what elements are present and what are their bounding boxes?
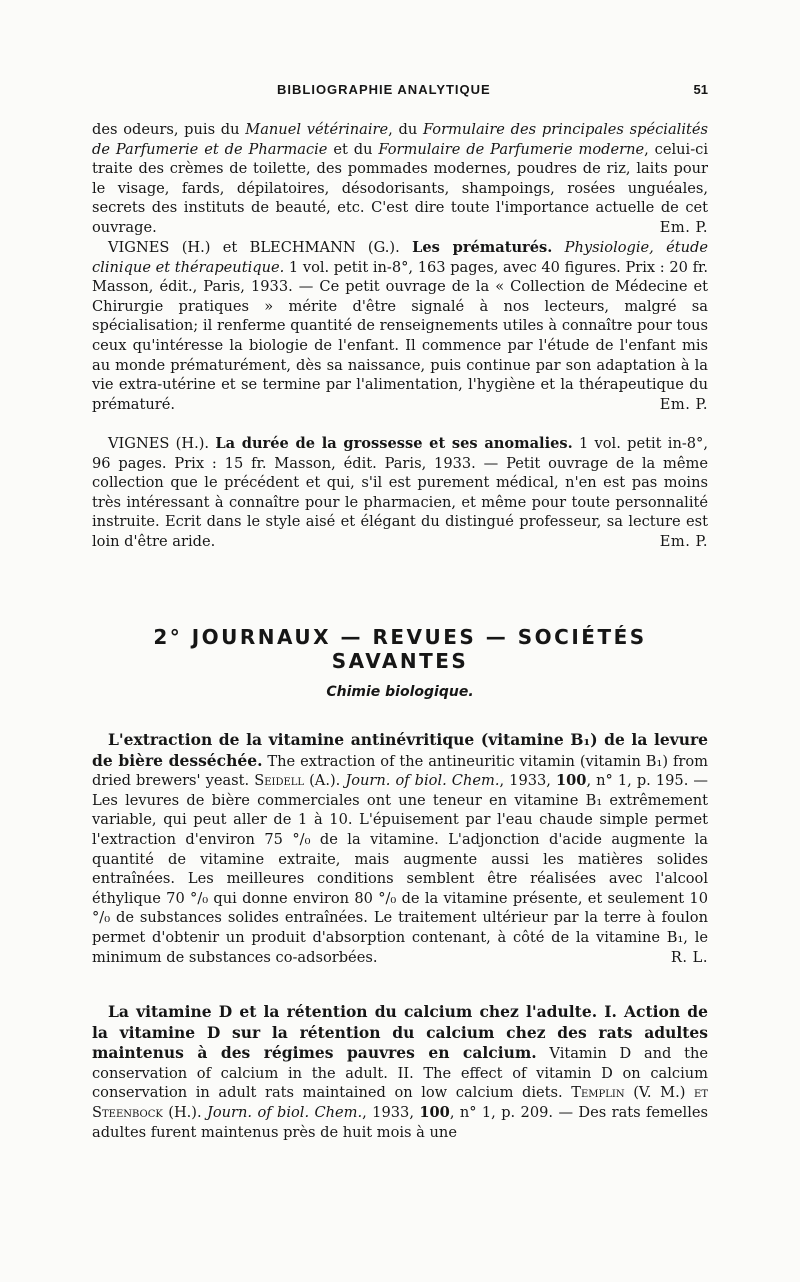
page-header xyxy=(92,82,708,104)
review-body: 1 vol. petit in-8°, 96 pages. Prix : 15 fr. Masson, édit. Paris, 1933. — Petit ouvrage de la même collection que le précédent et qui, s'il est purement médical, n'en est pas moins très intéressant à connaître pour le pharmacien, et même pour toute personnalité instruite. Ecrit dans le style aisé et élégant du distingué professeur, sa lecture est loin d'être aride. xyxy=(92,435,708,550)
section-heading: 2° JOURNAUX — REVUES — SOCIÉTÉS SAVANTES xyxy=(153,625,647,673)
running-title: BIBLIOGRAPHIE ANALYTIQUE xyxy=(277,82,491,97)
review-grossesse xyxy=(92,434,708,552)
article-title: La vitamine D et la rétention du calcium chez l'adulte. I. Action de la vitamine D sur la rétention du calcium chez des rats adultes maintenus à des régimes pauvres en calcium. xyxy=(92,1002,708,1063)
article-vitamin-b1: L'extraction de la vitamine antinévritique (vitamine B₁) de la levure de bière desséchée. The extraction of the antineuritic vitamin (vitamin B₁) from dried brewers' yeast. Seidell (A.). Journ. of biol. Chem., 1933, 100, n° 1, p. 195. — Les levures de bière commerciales ont une teneur en vitamine B₁ extrêmement variable, qui peut aller de 1 à 10. L'épuisement par l'eau chaude simple permet l'extraction d'environ 75 °/₀ de la vitamine. L'adjonction d'acide augmente la quantité de vitamine extraite, mais augmente aussi les matières solides entraînées. Les meilleures conditions semblent être réalisées avec l'alcool éthylique 70 °/₀ qui donne environ 80 °/₀ de la vitamine présente, et seulement 10 °/₀ de substances solides entraînées. Le traitement ultérieur par la terre à foulon permet d'obtenir un produit d'absorption contenant, à côté de la vitamine B₁, le minimum de substances co-adsorbées. R. L. xyxy=(92,730,708,966)
article-authors: Seidell (A.). xyxy=(254,772,341,790)
review-body: 1 vol. petit in-8°, 163 pages, avec 40 figures. Prix : 20 fr. Masson, édit., Paris, 1933. — Ce petit ouvrage de la « Collection de Médecine et Chirurgie pratiques » mérite d'être signalé à nos lecteurs, malgré sa spécialisation; il renferme quantité de renseignements utiles à connaître pour tous ceux qu'intéresse la biologie de l'enfant. Il commence par l'étude de l'enfant mis au monde prématurément, dès sa naissance, puis continue par son adaptation à la vie extra-utérine et se termine par l'alimentation, l'hygiène et la thérapeutique du prématuré. xyxy=(92,258,708,413)
article-volume: 100 xyxy=(555,772,587,790)
signature: Em. P. xyxy=(659,395,708,413)
signature: Em. P. xyxy=(659,532,708,550)
section-subheading: Chimie biologique. xyxy=(326,684,474,700)
article-journal: Journ. of biol. Chem. xyxy=(340,772,500,790)
signature: R. L. xyxy=(670,948,708,966)
article-authors: Templin (V. M.) et Steenbock (H.). xyxy=(92,1084,708,1121)
signature: Em. P. xyxy=(659,218,708,236)
article-english-title: The extraction of the antineuritic vitamin (vitamin B₁) from dried brewers' yeast. xyxy=(92,752,708,790)
article-body: — Des rats femelles adultes furent maintenus près de huit mois à une xyxy=(92,1103,708,1141)
article-vitamin-d: La vitamine D et la rétention du calcium chez l'adulte. I. Action de la vitamine D sur la rétention du calcium chez des rats adultes maintenus à des régimes pauvres en calcium. Vitamin D and the conservation of calcium in the adult. II. The effect of vitamin D on calcium conservation in adult rats maintained on low calcium diets. Templin (V. M.) et Steenbock (H.). Journ. of biol. Chem., 1933, 100, n° 1, p. 209. — Des rats femelles adultes furent maintenus près de huit mois à une xyxy=(92,1002,708,1141)
review-authors: VIGNES (H.). xyxy=(108,435,210,452)
article-volume: 100 xyxy=(419,1103,450,1121)
page-number: 51 xyxy=(693,82,708,97)
review-authors: VIGNES (H.) et BLECHMANN (G.). xyxy=(108,239,400,256)
article-body: — Les levures de bière commerciales ont une teneur en vitamine B₁ extrêmement variable, qui peut aller de 1 à 10. L'épuisement par l'eau chaude simple permet l'extraction d'environ 75 °/₀ de la vitamine. L'adjonction d'acide augmente la quantité de vitamine extraite, mais augmente aussi les matières solides entraînées. Les meilleures conditions semblent être réalisées avec l'alcool éthylique 70 °/₀ qui donne environ 80 °/₀ de la vitamine présente, et seulement 10 °/₀ de substances solides entraînées. Le traitement ultérieur par la terre à foulon permet d'obtenir un produit d'absorption contenant, à côté de la vitamine B₁, le minimum de substances co-adsorbées. xyxy=(92,772,708,966)
review-subtitle: Physiologie, étude clinique et thérapeutique. xyxy=(92,239,709,276)
intro-paragraph: des odeurs, puis du Manuel vétérinaire, du Formulaire des principales spécialités de Parfumerie et de Pharmacie et du Formulaire de Parfumerie moderne, celui-ci traite des crèmes de toilette, des pommades modernes, poudres de riz, laits pour le visage, fards, dépilatoires, désodorisants, shampoings, rosées unguéales, secrets des instituts de beauté, etc. C'est dire toute l'importance actuelle de cet ouvrage. Em. P. xyxy=(92,121,708,236)
article-english-title: Vitamin D and the conservation of calcium in the adult. II. The effect of vitamin D on calcium conservation in adult rats maintained on low calcium diets. xyxy=(92,1045,708,1102)
article-journal: Journ. of biol. Chem. xyxy=(201,1103,363,1121)
review-premature xyxy=(92,238,708,414)
review-title: La durée de la grossesse et ses anomalies. xyxy=(215,435,573,452)
article-title: L'extraction de la vitamine antinévritique (vitamine B₁) de la levure de bière desséchée. xyxy=(92,730,708,770)
review-title: Les prématurés. xyxy=(412,239,553,256)
